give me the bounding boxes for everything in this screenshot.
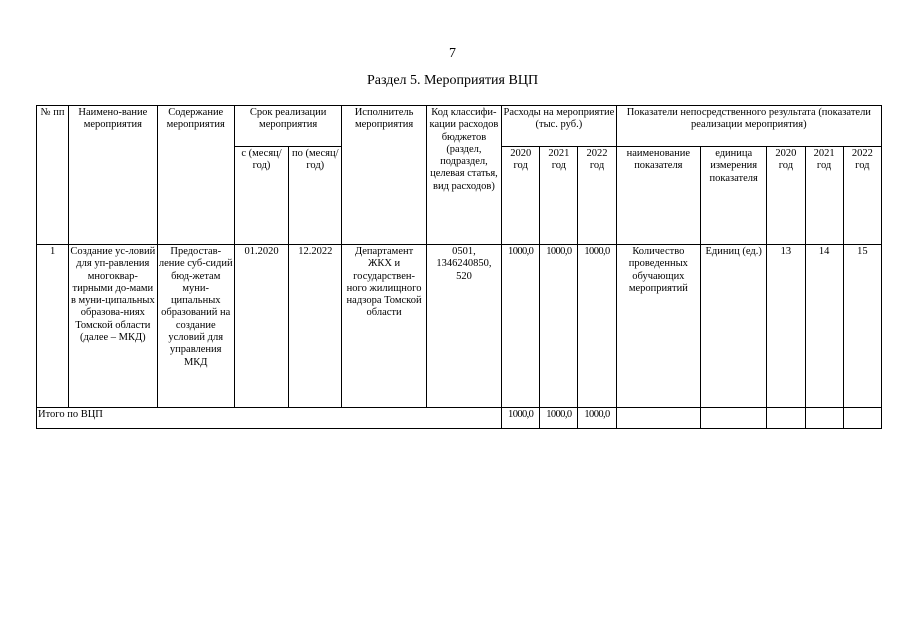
- header-code: Код классифи-кации расходов бюджетов (раздел, подраздел, целевая статья, вид расходов): [426, 106, 501, 245]
- row-exp-2020: 1000,0: [502, 245, 540, 408]
- section-title: Раздел 5. Мероприятия ВЦП: [366, 73, 539, 88]
- row-content: Предостав-ление суб-сидий бюд-жетам муни-ципальных образований на создание условий для управления МКД: [157, 245, 234, 408]
- row-term-to: 12.2022: [289, 245, 342, 408]
- header-term-to: по (месяц/ год): [289, 147, 342, 245]
- header-year-2021: 2021 год: [540, 147, 578, 245]
- total-label: Итого по ВЦП: [37, 408, 502, 429]
- header-year-2022: 2022 год: [578, 147, 616, 245]
- total-empty-2020: [767, 408, 805, 429]
- row-name: Создание ус-ловий для уп-равления многоквар-тирными до-мами в муни-ципальных образова-ниях Томской области (далее – МКД): [69, 245, 157, 408]
- total-empty-2021: [805, 408, 843, 429]
- row-ind-2020: 13: [767, 245, 805, 408]
- header-indicators: Показатели непосредственного результата (показатели реализации мероприятия): [616, 106, 881, 147]
- row-ind-name: Количество проведенных обучающих мероприятий: [616, 245, 700, 408]
- header-row-1: [37, 106, 882, 147]
- total-row: [37, 408, 882, 429]
- row-ind-2022: 15: [843, 245, 881, 408]
- header-ind-name: наименование показателя: [616, 147, 700, 245]
- row-num: 1: [37, 245, 69, 408]
- page-number: 7: [449, 46, 456, 61]
- total-empty-ind-unit: [701, 408, 767, 429]
- header-ind-unit: единица измерения показателя: [701, 147, 767, 245]
- header-ind-year-2021: 2021 год: [805, 147, 843, 245]
- header-term-from: с (месяц/ год): [234, 147, 288, 245]
- total-empty-2022: [843, 408, 881, 429]
- activities-table: [36, 105, 882, 429]
- total-exp-2022: 1000,0: [578, 408, 616, 429]
- row-executor: Департамент ЖКХ и государствен-ного жилищного надзора Томской области: [342, 245, 426, 408]
- total-exp-2021: 1000,0: [540, 408, 578, 429]
- header-expenses: Расходы на мероприятие (тыс. руб.): [502, 106, 617, 147]
- header-year-2020: 2020 год: [502, 147, 540, 245]
- row-code: 0501, 1346240850, 520: [426, 245, 501, 408]
- row-exp-2021: 1000,0: [540, 245, 578, 408]
- table-row: [37, 245, 882, 408]
- header-ind-year-2020: 2020 год: [767, 147, 805, 245]
- header-term: Срок реализации мероприятия: [234, 106, 341, 147]
- header-name: Наимено-вание мероприятия: [69, 106, 157, 245]
- row-ind-unit: Единиц (ед.): [701, 245, 767, 408]
- header-num: № пп: [37, 106, 69, 245]
- row-term-from: 01.2020: [234, 245, 288, 408]
- header-content: Содержание мероприятия: [157, 106, 234, 245]
- total-empty-ind-name: [616, 408, 700, 429]
- row-exp-2022: 1000,0: [578, 245, 616, 408]
- row-ind-2021: 14: [805, 245, 843, 408]
- header-executor: Исполнитель мероприятия: [342, 106, 426, 245]
- total-exp-2020: 1000,0: [502, 408, 540, 429]
- header-ind-year-2022: 2022 год: [843, 147, 881, 245]
